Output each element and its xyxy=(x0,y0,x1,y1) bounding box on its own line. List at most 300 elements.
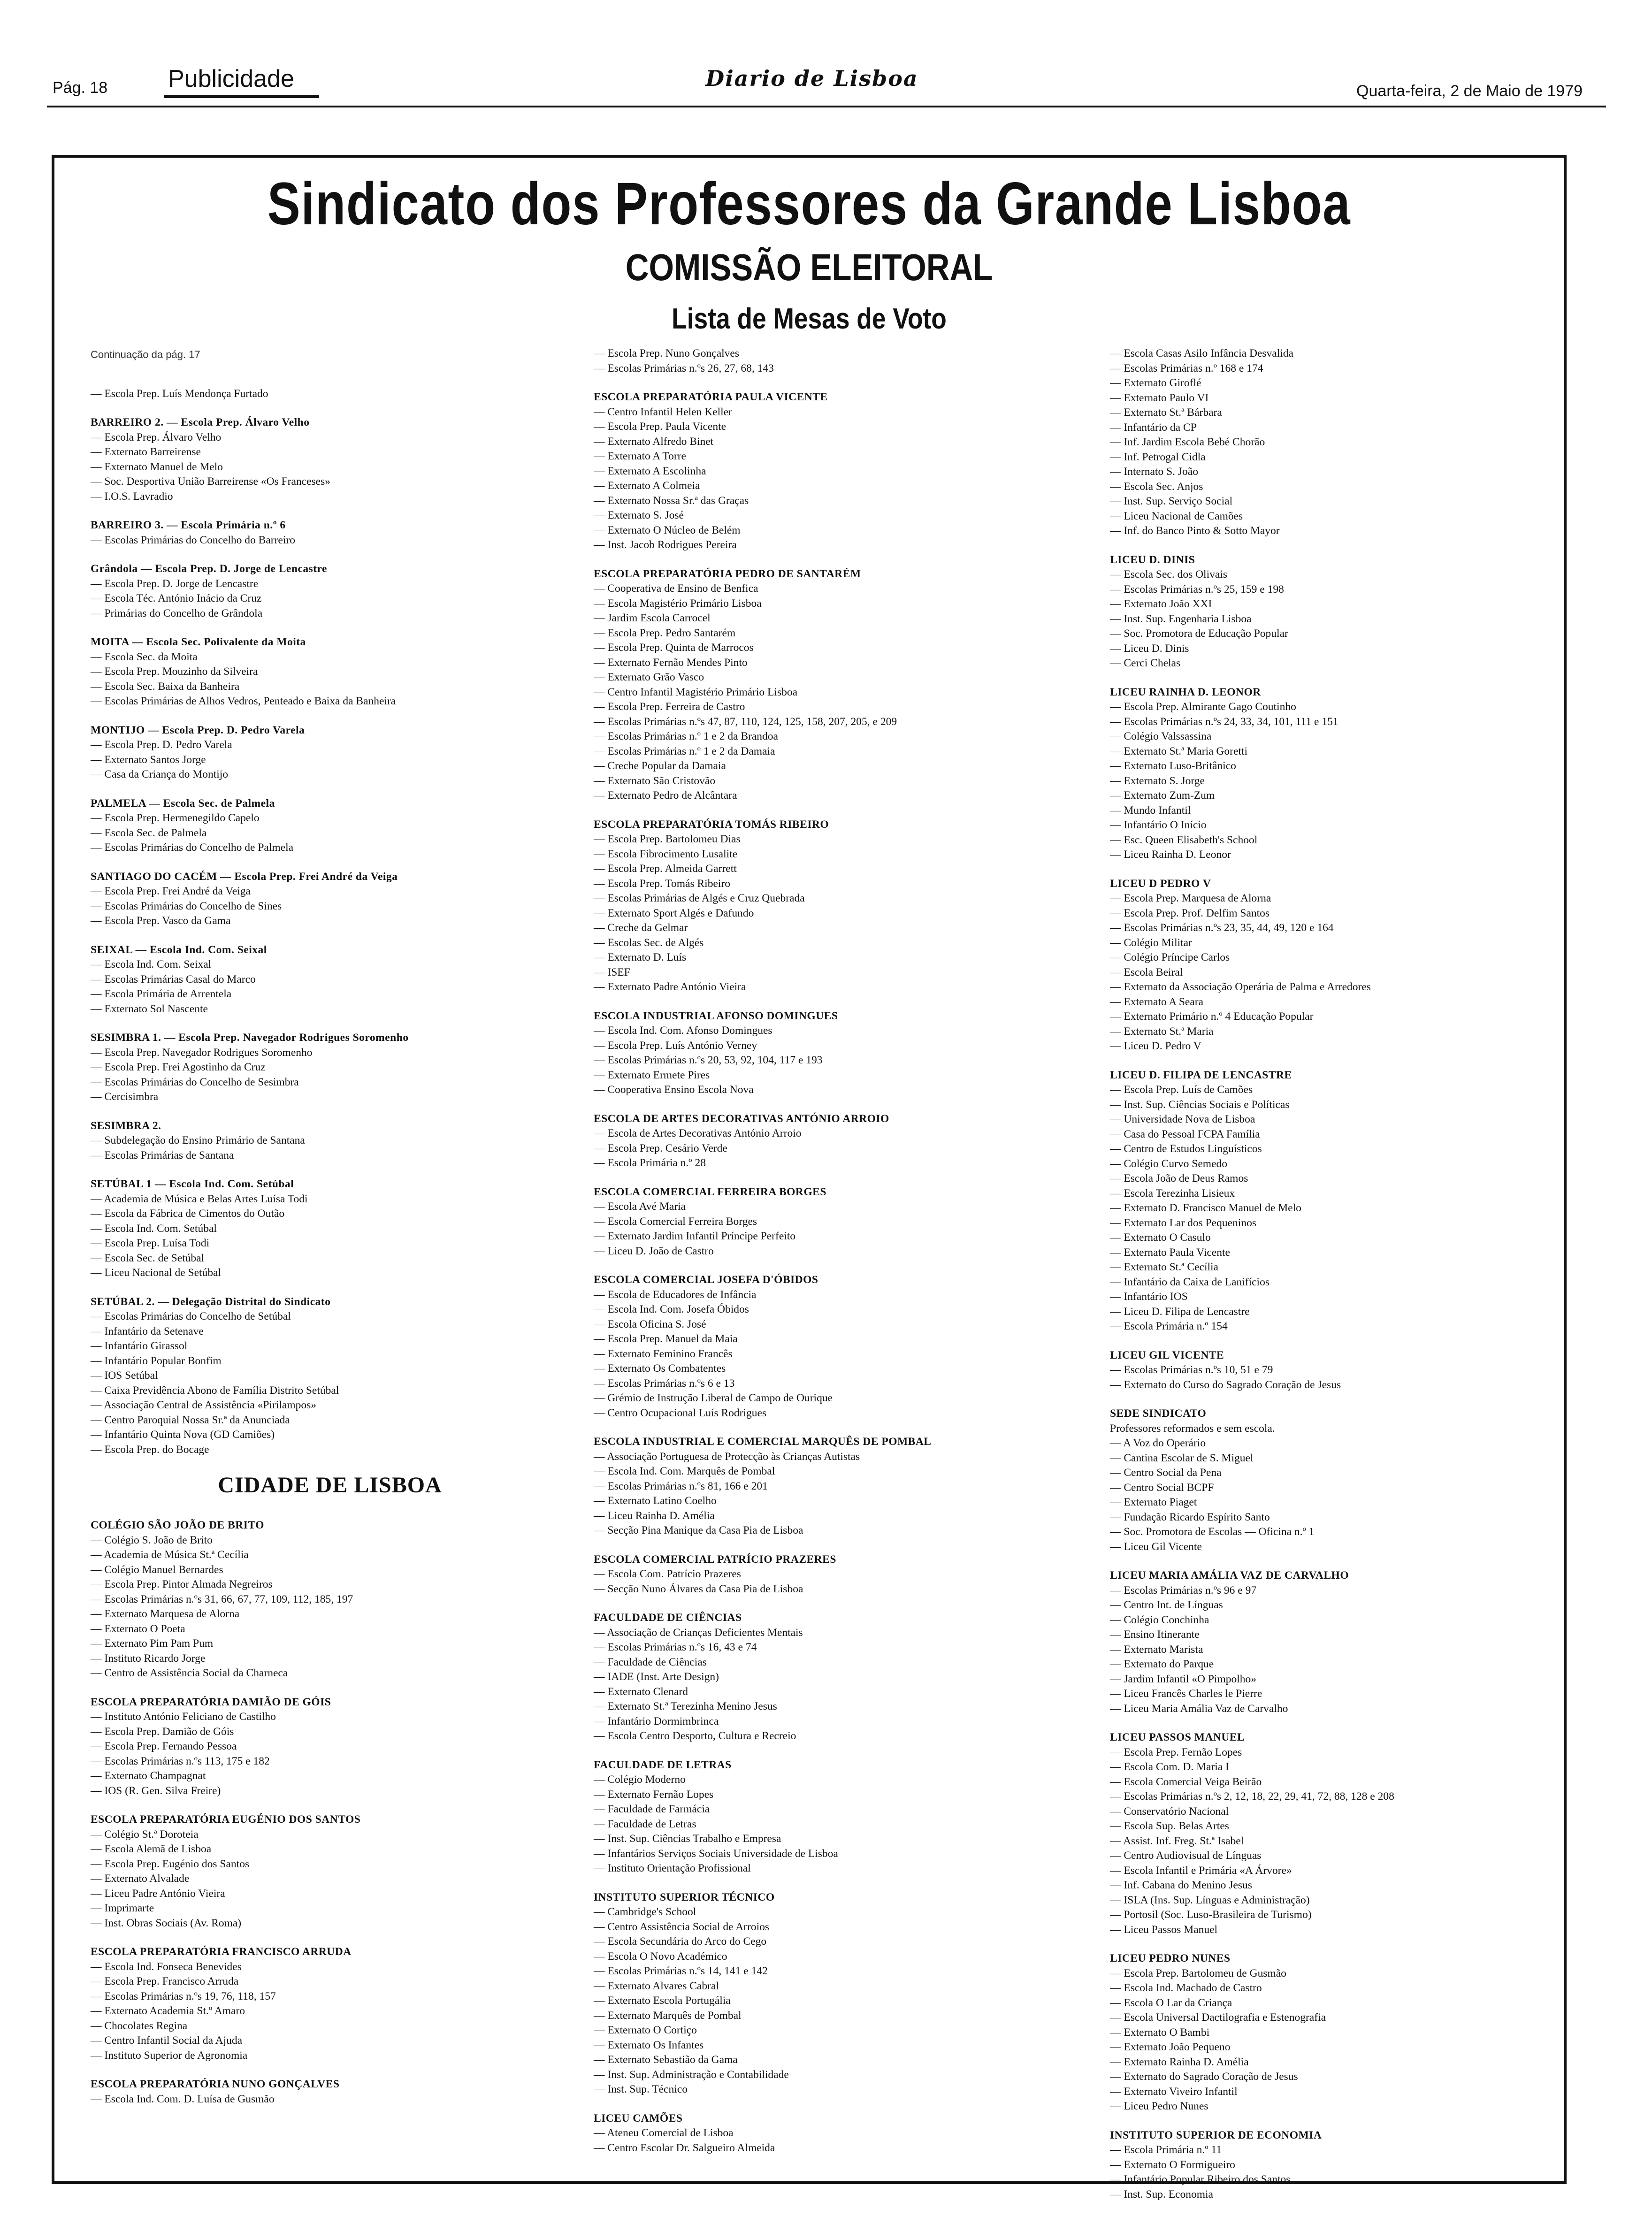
voting-group xyxy=(91,943,569,1017)
school-entry: — Escolas Primárias n.ºs 16, 43 e 74 xyxy=(594,1641,757,1653)
school-entry: — Externato Sport Algés e Dafundo xyxy=(594,907,754,919)
voting-group xyxy=(91,1177,569,1281)
school-entry: — Casa da Criança do Montijo xyxy=(91,768,229,780)
school-entry: — Escola Prep. Vasco da Gama xyxy=(91,915,231,927)
school-entry: — IOS Setúbal xyxy=(91,1369,158,1382)
group-header: SESIMBRA 1. — Escola Prep. Navegador Rodrigues Soromenho xyxy=(91,1032,409,1044)
group-header: ESCOLA PREPARATÓRIA DAMIÃO DE GÓIS xyxy=(91,1696,331,1708)
voting-group xyxy=(1110,553,1551,671)
group-header: ESCOLA PREPARATÓRIA FRANCISCO ARRUDA xyxy=(91,1946,352,1958)
group-header: ESCOLA COMERCIAL FERREIRA BORGES xyxy=(594,1185,826,1198)
school-entry: — I.O.S. Lavradio xyxy=(91,490,173,503)
school-entry: — Escolas Primárias n.ºs 31, 66, 67, 77, 109, 112, 185, 197 xyxy=(91,1593,353,1605)
school-entry: — Externato O Bambi xyxy=(1110,2026,1210,2039)
school-entry: — Centro de Assistência Social da Charneca xyxy=(91,1667,288,1679)
school-entry: — Escola Primária de Arrentela xyxy=(91,988,232,1000)
school-entry: — Escola Prep. Álvaro Velho xyxy=(91,431,222,443)
school-entry: — Liceu Maria Amália Vaz de Carvalho xyxy=(1110,1702,1288,1715)
group-header: BARREIRO 3. — Escola Primária n.º 6 xyxy=(91,519,286,531)
school-entry: — Externato Sebastião da Gama xyxy=(594,2054,738,2066)
school-entry: — Liceu D. Pedro V xyxy=(1110,1040,1201,1052)
school-entry: — Externato Lar dos Pequeninos xyxy=(1110,1216,1256,1229)
school-entry: — Caixa Previdência Abono de Família Distrito Setúbal xyxy=(91,1384,339,1397)
school-entry: — Chocolates Regina xyxy=(91,2019,188,2032)
school-entry: — Centro Social da Pena xyxy=(1110,1467,1222,1479)
voting-group xyxy=(1110,877,1551,1054)
school-entry: — Faculdade de Ciências xyxy=(594,1656,707,1668)
school-entry: — Jardim Infantil «O Pimpolho» xyxy=(1110,1673,1257,1685)
group-header: BARREIRO 2. — Escola Prep. Álvaro Velho xyxy=(91,416,310,428)
section-underline xyxy=(164,95,319,98)
school-entry: — Externato Sol Nascente xyxy=(91,1002,208,1015)
school-entry: — Escolas Primárias de Alhos Vedros, Penteado e Baixa da Banheira xyxy=(91,695,396,707)
school-entry: — Escola Prep. D. Pedro Varela xyxy=(91,739,232,751)
school-entry: — Escola Prep. Pedro Santarém xyxy=(594,627,736,639)
school-entry: — Externato do Parque xyxy=(1110,1658,1214,1670)
school-entry: — Escola Sec. de Palmela xyxy=(91,826,207,839)
school-entry: — Escola Primária n.º 11 xyxy=(1110,2144,1222,2156)
school-entry: — Externato Padre António Vieira xyxy=(594,981,746,993)
school-entry: — Externato O Cortiço xyxy=(594,2024,697,2036)
school-entry: — IOS (R. Gen. Silva Freire) xyxy=(91,1784,221,1797)
school-entry: — Centro Ocupacional Luís Rodrigues xyxy=(594,1406,767,1419)
voting-group xyxy=(594,1435,1096,1538)
school-entry: — Universidade Nova de Lisboa xyxy=(1110,1113,1255,1125)
continuation-note: Continuação da pág. 17 xyxy=(91,349,200,360)
school-entry: — Liceu D. Filipa de Lencastre xyxy=(1110,1305,1250,1318)
voting-group xyxy=(91,415,569,504)
school-entry: — Inf. Cabana do Menino Jesus xyxy=(1110,1879,1252,1891)
school-entry: — Escola Sec. Baixa da Banheira xyxy=(91,680,240,693)
school-entry: — Escola Prep. Bartolomeu Dias xyxy=(594,833,741,845)
school-entry: — Inst. Sup. Ciências Trabalho e Empresa xyxy=(594,1833,781,1845)
voting-group xyxy=(91,1945,569,2063)
school-entry: — Externato Champagnat xyxy=(91,1770,206,1782)
school-entry: — Externato O Poeta xyxy=(91,1622,185,1635)
school-entry: — Escola Ind. Com. Setúbal xyxy=(91,1222,217,1235)
masthead xyxy=(0,0,1652,145)
school-entry: — Externato Feminino Francês xyxy=(594,1347,733,1360)
school-entry: — Escola João de Deus Ramos xyxy=(1110,1172,1248,1184)
school-entry: — Centro Infantil Magistério Primário Lisboa xyxy=(594,686,798,698)
school-entry: — Externato D. Luís xyxy=(594,951,687,963)
school-entry: — Externato Alfredo Binet xyxy=(594,435,714,448)
school-entry: — Liceu D. João de Castro xyxy=(594,1245,714,1257)
school-entry: — Centro Paroquial Nossa Sr.ª da Anunciada xyxy=(91,1414,290,1426)
school-entry: — Escolas Primárias n.ºs 23, 35, 44, 49, 120 e 164 xyxy=(1110,922,1334,934)
school-entry: — Soc. Promotora de Educação Popular xyxy=(1110,627,1288,640)
city-heading: CIDADE DE LISBOA xyxy=(218,1473,442,1498)
school-entry: — Externato St.ª Maria xyxy=(1110,1025,1214,1038)
voting-group xyxy=(594,390,1096,553)
voting-group xyxy=(91,635,569,709)
school-entry: — Escola Magistério Primário Lisboa xyxy=(594,597,762,610)
school-entry: — Escolas Primárias n.ºs 47, 87, 110, 124, 125, 158, 207, 205, e 209 xyxy=(594,715,897,728)
voting-group xyxy=(1110,1068,1551,1334)
school-entry: — Centro Int. de Línguas xyxy=(1110,1599,1223,1611)
school-entry: — Infantários Serviços Sociais Universidade de Lisboa xyxy=(594,1847,838,1860)
school-entry: — Externato da Associação Operária de Palma e Arredores xyxy=(1110,981,1371,993)
voting-group xyxy=(91,1695,569,1799)
school-entry: — Infantário IOS xyxy=(1110,1291,1188,1303)
group-header: LICEU MARIA AMÁLIA VAZ DE CARVALHO xyxy=(1110,1569,1349,1582)
voting-group xyxy=(594,1552,1096,1597)
group-header: FACULDADE DE LETRAS xyxy=(594,1758,732,1771)
school-entry: — Escola Sup. Belas Artes xyxy=(1110,1820,1229,1832)
school-entry: — Escola Oficina S. José xyxy=(594,1318,706,1330)
school-entry: — Grémio de Instrução Liberal de Campo de Ourique xyxy=(594,1392,833,1404)
school-entry: — Soc. Promotora de Escolas — Oficina n.º 1 xyxy=(1110,1526,1315,1538)
school-entry: — Externato Marquesa de Alorna xyxy=(91,1608,240,1620)
school-entry: — Liceu Nacional de Camões xyxy=(1110,510,1243,522)
school-entry: — Internato S. João xyxy=(1110,466,1198,478)
school-entry: — Escola Prep. Cesário Verde xyxy=(594,1142,727,1154)
school-entry: — Colégio Militar xyxy=(1110,936,1192,949)
school-entry: — Esc. Queen Elisabeth's School xyxy=(1110,833,1258,846)
group-header: ESCOLA DE ARTES DECORATIVAS ANTÓNIO ARROIO xyxy=(594,1112,889,1125)
school-entry: — Escola Prep. Luís Mendonça Furtado xyxy=(91,387,268,400)
school-entry: — Cooperativa Ensino Escola Nova xyxy=(594,1084,754,1096)
school-entry: — Escola Com. D. Maria I xyxy=(1110,1761,1229,1773)
school-entry: — Escola Prep. Bartolomeu de Gusmão xyxy=(1110,1967,1286,1979)
school-entry: — Escola Prep. Luísa Todi xyxy=(91,1237,210,1249)
school-entry: — Escolas Primárias de Algés e Cruz Quebrada xyxy=(594,892,805,904)
school-entry: — Externato Fernão Lopes xyxy=(594,1788,714,1801)
group-header: COLÉGIO SÃO JOÃO DE BRITO xyxy=(91,1519,264,1531)
school-entry: — Primárias do Concelho de Grândola xyxy=(91,607,263,619)
column-2 xyxy=(594,346,1096,2170)
voting-group xyxy=(1110,1406,1551,1554)
school-entry: — Escola Primária n.º 154 xyxy=(1110,1320,1228,1332)
school-entry: — Externato Zum-Zum xyxy=(1110,789,1215,802)
school-entry: — Externato Escola Portugália xyxy=(594,1994,731,2007)
school-entry: — Escola Sec. de Setúbal xyxy=(91,1252,205,1264)
school-entry: — Externato A Escolinha xyxy=(594,465,706,477)
school-entry: — Externato Luso-Britânico xyxy=(1110,760,1236,772)
column-3 xyxy=(1110,346,1551,2216)
school-entry: — Cerci Chelas xyxy=(1110,657,1181,669)
school-entry: — Colégio S. João de Brito xyxy=(91,1534,213,1546)
school-entry: — Escola Prep. Pintor Almada Negreiros xyxy=(91,1578,273,1590)
school-entry: — Externato João XXI xyxy=(1110,598,1212,610)
school-entry: — Liceu Rainha D. Amélia xyxy=(594,1509,715,1522)
school-entry: — Externato Academia St.º Amaro xyxy=(91,2005,245,2017)
school-entry: — Escolas Primárias do Concelho de Sesimbra xyxy=(91,1076,299,1088)
group-header: ESCOLA INDUSTRIAL AFONSO DOMINGUES xyxy=(594,1009,838,1022)
group-header: ESCOLA PREPARATÓRIA NUNO GONÇALVES xyxy=(91,2078,340,2090)
voting-group xyxy=(91,796,569,856)
school-entry: — Escola Comercial Veiga Beirão xyxy=(1110,1775,1262,1788)
school-entry: — Escolas Sec. de Algés xyxy=(594,936,704,949)
newspaper-name: Diario de Lisboa xyxy=(705,66,918,91)
voting-group xyxy=(1110,346,1551,539)
school-entry: — Imprimarte xyxy=(91,1902,154,1914)
school-entry: — Escolas Primárias n.ºs 81, 166 e 201 xyxy=(594,1480,768,1492)
school-entry: — Externato Marista xyxy=(1110,1643,1203,1656)
voting-group xyxy=(594,1611,1096,1744)
school-entry: — Escola de Artes Decorativas António Arroio xyxy=(594,1127,802,1139)
voting-group xyxy=(1110,1348,1551,1393)
commission-title: COMISSÃO ELEITORAL xyxy=(625,246,993,288)
school-entry: — Externato Viveiro Infantil xyxy=(1110,2085,1238,2098)
school-entry: — Cambridge's School xyxy=(594,1906,696,1918)
school-entry: — Liceu Nacional de Setúbal xyxy=(91,1267,221,1279)
group-header: LICEU D. DINIS xyxy=(1110,553,1195,566)
school-entry: — Escola Prep. Tomás Ribeiro xyxy=(594,877,730,890)
school-entry: — Escola Prep. Damião de Góis xyxy=(91,1725,234,1738)
school-entry: — Externato St.ª Maria Goretti xyxy=(1110,745,1247,757)
group-header: LICEU RAINHA D. LEONOR xyxy=(1110,686,1261,698)
school-entry: — Creche da Gelmar xyxy=(594,922,688,934)
school-entry: — Escolas Primárias n.ºs 96 e 97 xyxy=(1110,1584,1257,1597)
group-note: Professores reformados e sem escola. xyxy=(1110,1422,1275,1435)
school-entry: — Associação Portuguesa de Protecção às Crianças Autistas xyxy=(594,1450,860,1463)
voting-group xyxy=(594,567,1096,803)
school-entry: — Escola Com. Patrício Prazeres xyxy=(594,1568,741,1580)
school-entry: — Faculdade de Farmácia xyxy=(594,1803,710,1815)
school-entry: — Centro Infantil Social da Ajuda xyxy=(91,2034,243,2047)
school-entry: — Escola Sec. da Moita xyxy=(91,650,198,663)
school-entry: — Escolas Primárias do Concelho do Barreiro xyxy=(91,534,295,546)
school-entry: — Escola Prep. Quinta de Marrocos xyxy=(594,642,754,654)
school-entry: — Escola Ind. Fonseca Benevides xyxy=(91,1960,242,1973)
school-entry: — Escola Ind. Com. Josefa Óbidos xyxy=(594,1303,749,1315)
school-entry: — Escola Prep. Nuno Gonçalves xyxy=(594,347,739,359)
school-entry: — Jardim Escola Carrocel xyxy=(594,612,711,624)
school-entry: — Cooperativa de Ensino de Benfica xyxy=(594,582,758,595)
school-entry: — Escola Sec. Anjos xyxy=(1110,480,1203,493)
school-entry: — Escola Prep. Eugénio dos Santos xyxy=(91,1857,250,1870)
voting-group xyxy=(594,1185,1096,1259)
group-header: LICEU CAMÕES xyxy=(594,2112,683,2124)
group-header: SETÚBAL 2. — Delegação Distrital do Sindicato xyxy=(91,1295,331,1308)
page-number: Pág. 18 xyxy=(53,79,108,97)
school-entry: — Inst. Sup. Economia xyxy=(1110,2188,1213,2201)
school-entry: — Colégio Conchinha xyxy=(1110,1613,1209,1626)
school-entry: — Externato Paulo VI xyxy=(1110,391,1209,404)
school-entry: — Liceu Padre António Vieira xyxy=(91,1887,225,1900)
school-entry: — Infantário Quinta Nova (GD Camiões) xyxy=(91,1429,275,1441)
school-entry: — Liceu Rainha D. Leonor xyxy=(1110,848,1231,861)
school-entry: — Externato A Torre xyxy=(594,450,686,462)
school-entry: — Escolas Primárias n.º 1 e 2 da Brandoa xyxy=(594,730,778,742)
school-entry: — Escolas Primárias do Concelho de Palmela xyxy=(91,841,294,854)
school-entry: — Inst. Jacob Rodrigues Pereira xyxy=(594,539,737,551)
voting-group xyxy=(594,1009,1096,1098)
school-entry: — Escola Prep. Frei Agostinho da Cruz xyxy=(91,1061,266,1073)
voting-group xyxy=(594,1112,1096,1171)
voting-group xyxy=(91,562,569,621)
voting-group xyxy=(1110,685,1551,863)
voting-group xyxy=(91,1812,569,1931)
school-entry: — Escola Secundária do Arco do Cego xyxy=(594,1935,767,1948)
group-header: ESCOLA COMERCIAL PATRÍCIO PRAZERES xyxy=(594,1553,836,1566)
masthead-rule xyxy=(47,106,1606,107)
group-header: MOITA — Escola Sec. Polivalente da Moita xyxy=(91,636,306,648)
school-entry: — Escola Beiral xyxy=(1110,966,1183,978)
page-title: Sindicato dos Professores da Grande Lisboa xyxy=(267,170,1351,237)
school-entry: — Colégio Príncipe Carlos xyxy=(1110,951,1230,963)
school-entry: — Externato St.ª Terezinha Menino Jesus xyxy=(594,1700,777,1712)
voting-group xyxy=(1110,2128,1551,2202)
school-entry: — Associação Central de Assistência «Pirilampos» xyxy=(91,1399,317,1411)
school-entry: — Externato D. Francisco Manuel de Melo xyxy=(1110,1202,1301,1214)
school-entry: — Escolas Primárias n.ºs 26, 27, 68, 143 xyxy=(594,362,774,374)
group-header: ESCOLA PREPARATÓRIA PAULA VICENTE xyxy=(594,391,828,403)
school-entry: — Centro de Estudos Linguísticos xyxy=(1110,1143,1262,1155)
school-entry: — Escolas Primárias n.ºs 10, 51 e 79 xyxy=(1110,1364,1273,1376)
school-entry: — Escola O Novo Académico xyxy=(594,1950,727,1963)
school-entry: — Escola Prep. Almirante Gago Coutinho xyxy=(1110,701,1296,713)
section-label: Publicidade xyxy=(168,65,294,92)
school-entry: — Escola Infantil e Primária «A Árvore» xyxy=(1110,1864,1292,1877)
school-entry: — Inf. do Banco Pinto & Sotto Mayor xyxy=(1110,525,1280,537)
group-header: LICEU D. FILIPA DE LENCASTRE xyxy=(1110,1069,1292,1081)
school-entry: — Portosil (Soc. Luso-Brasileira de Turismo) xyxy=(1110,1909,1312,1921)
school-entry: — Escola Prep. Prof. Delfim Santos xyxy=(1110,907,1270,919)
school-entry: — Infantário Popular Bonfim xyxy=(91,1354,222,1367)
school-entry: — Escola Prep. Frei André da Veiga xyxy=(91,885,251,897)
school-entry: — Escola Prep. Almeida Garrett xyxy=(594,863,737,875)
group-header: SEIXAL — Escola Ind. Com. Seixal xyxy=(91,943,267,956)
school-entry: — Externato Grão Vasco xyxy=(594,671,704,683)
school-entry: — Escola Prep. Navegador Rodrigues Soromenho xyxy=(91,1046,313,1059)
school-entry: — ISEF xyxy=(594,966,630,978)
group-header: INSTITUTO SUPERIOR TÉCNICO xyxy=(594,1891,775,1903)
school-entry: — Externato Jardim Infantil Príncipe Perfeito xyxy=(594,1230,796,1242)
school-entry: — Infantário Girassol xyxy=(91,1340,188,1352)
school-entry: — Escola Ind. Com. Seixal xyxy=(91,958,212,970)
school-entry: — Externato St.ª Bárbara xyxy=(1110,406,1222,419)
group-header: LICEU PEDRO NUNES xyxy=(1110,1952,1231,1964)
school-entry: — Escolas Primárias n.ºs 14, 141 e 142 xyxy=(594,1965,768,1977)
school-entry: — Externato A Colmeia xyxy=(594,480,700,492)
voting-group xyxy=(91,1518,569,1681)
group-header: SESIMBRA 2. xyxy=(91,1119,161,1132)
school-entry: — Escola Avé Maria xyxy=(594,1200,686,1213)
school-entry: — Externato Ermete Pires xyxy=(594,1069,710,1081)
school-entry: — Centro Audiovisual de Línguas xyxy=(1110,1849,1262,1862)
school-entry: — Escolas Primárias n.ºs 2, 12, 18, 22, 29, 41, 72, 88, 128 e 208 xyxy=(1110,1790,1394,1803)
school-entry: — Creche Popular da Damaia xyxy=(594,760,726,772)
school-entry: — Externato O Casulo xyxy=(1110,1231,1211,1244)
school-entry: — Escola Terezinha Lisieux xyxy=(1110,1187,1235,1200)
school-entry: — Escolas Primárias n.ºs 113, 175 e 182 xyxy=(91,1755,270,1767)
school-entry: — Escola Prep. Fernando Pessoa xyxy=(91,1740,237,1752)
group-header: ESCOLA PREPARATÓRIA EUGÉNIO DOS SANTOS xyxy=(91,1813,361,1826)
school-entry: — Ensino Itinerante xyxy=(1110,1628,1200,1641)
school-entry: — Infantário da Setenave xyxy=(91,1325,204,1337)
school-entry: — Instituto Ricardo Jorge xyxy=(91,1652,206,1665)
school-entry: — Escola de Educadores de Infância xyxy=(594,1288,757,1301)
advertisement-heading xyxy=(52,169,1567,338)
voting-group xyxy=(91,2077,569,2107)
group-header: LICEU PASSOS MANUEL xyxy=(1110,1731,1245,1743)
group-header: PALMELA — Escola Sec. de Palmela xyxy=(91,797,275,810)
school-entry: — Externato Primário n.º 4 Educação Popular xyxy=(1110,1010,1314,1023)
school-entry: — Externato Paula Vicente xyxy=(1110,1246,1230,1259)
voting-group xyxy=(91,723,569,782)
school-entry: — Externato St.ª Cecília xyxy=(1110,1261,1218,1273)
school-entry: — Externato Marquês de Pombal xyxy=(594,2009,742,2022)
school-entry: — Inst. Sup. Serviço Social xyxy=(1110,495,1233,507)
school-entry: — Externato João Pequeno xyxy=(1110,2041,1231,2053)
school-entry: — Escola O Lar da Criança xyxy=(1110,1996,1232,2009)
school-entry: — Escola Prep. Luís de Camões xyxy=(1110,1084,1253,1096)
school-entry: — Escola Casas Asilo Infância Desvalida xyxy=(1110,347,1293,359)
school-entry: — Escolas Primárias do Concelho de Sines xyxy=(91,900,282,912)
group-header: INSTITUTO SUPERIOR DE ECONOMIA xyxy=(1110,2129,1322,2141)
school-entry: — Escolas Primárias n.ºs 25, 159 e 198 xyxy=(1110,583,1284,596)
voting-group xyxy=(91,1031,569,1105)
group-header: Grândola — Escola Prep. D. Jorge de Lencastre xyxy=(91,563,327,575)
school-entry: — Externato Piaget xyxy=(1110,1496,1197,1508)
school-entry: — Infantário da CP xyxy=(1110,421,1197,434)
group-header: SEDE SINDICATO xyxy=(1110,1407,1207,1420)
school-entry: — Escolas Primárias n.ºs 24, 33, 34, 101, 111 e 151 xyxy=(1110,715,1338,728)
school-entry: — Infantário Dormimbrinca xyxy=(594,1715,719,1727)
school-entry: — Externato Pim Pam Pum xyxy=(91,1637,214,1650)
group-header: SETÚBAL 1 — Escola Ind. Com. Setúbal xyxy=(91,1178,294,1190)
school-entry: — Centro Escolar Dr. Salgueiro Almeida xyxy=(594,2141,775,2154)
school-entry: — Casa do Pessoal FCPA Família xyxy=(1110,1128,1260,1140)
voting-group xyxy=(91,1119,569,1163)
school-entry: — Externato S. Jorge xyxy=(1110,774,1205,787)
school-entry: — Liceu Pedro Nunes xyxy=(1110,2100,1208,2112)
school-entry: — Colégio St.ª Doroteia xyxy=(91,1828,199,1841)
school-entry: — Escola Prep. Mouzinho da Silveira xyxy=(91,665,258,678)
group-header: ESCOLA PREPARATÓRIA TOMÁS RIBEIRO xyxy=(594,818,829,831)
school-entry: — Escola Ind. Com. Marquês de Pombal xyxy=(594,1465,775,1477)
school-entry: — Centro Assistência Social de Arroios xyxy=(594,1920,769,1933)
school-entry: — Externato Santos Jorge xyxy=(91,753,206,766)
voting-group xyxy=(1110,1730,1551,1937)
school-entry: — Externato A Seara xyxy=(1110,995,1204,1008)
school-entry: — Escola Prep. Paula Vicente xyxy=(594,420,727,433)
voting-group xyxy=(594,1890,1096,2097)
school-entry: — Externato Rainha D. Amélia xyxy=(1110,2056,1249,2068)
school-entry: — Escola Prep. Ferreira de Castro xyxy=(594,701,745,713)
group-header: ESCOLA PREPARATÓRIA PEDRO DE SANTARÉM xyxy=(594,567,861,580)
school-entry: — Inst. Sup. Técnico xyxy=(594,2083,688,2095)
school-entry: — Instituto Orientação Profissional xyxy=(594,1862,751,1874)
school-entry: — Academia de Música e Belas Artes Luísa Todi xyxy=(91,1192,308,1205)
school-entry: — Escola Ind. Machado de Castro xyxy=(1110,1982,1262,1994)
school-entry: — Externato Os Infantes xyxy=(594,2039,704,2051)
school-entry: — Inst. Sup. Ciências Sociais e Políticas xyxy=(1110,1098,1290,1111)
school-entry: — Conservatório Nacional xyxy=(1110,1805,1229,1818)
school-entry: — A Voz do Operário xyxy=(1110,1437,1206,1449)
school-entry: — Associação de Crianças Deficientes Mentais xyxy=(594,1626,803,1639)
voting-group xyxy=(594,1758,1096,1876)
school-entry: — Escola Universal Dactilografia e Estenografia xyxy=(1110,2011,1326,2024)
list-title: Lista de Mesas de Voto xyxy=(672,303,947,335)
school-entry: — Externato Pedro de Alcântara xyxy=(594,789,737,802)
voting-group xyxy=(594,1273,1096,1421)
school-entry: — Externato Manuel de Melo xyxy=(91,460,223,473)
school-entry: — Externato Latino Coelho xyxy=(594,1495,717,1507)
school-entry: — Cercisimbra xyxy=(91,1091,159,1103)
school-entry: — Escolas Primárias n.º 1 e 2 da Damaia xyxy=(594,745,775,757)
school-entry: — Escolas Primárias n.ºs 19, 76, 118, 157 xyxy=(91,1990,276,2002)
school-entry: — Inf. Petrogal Cidla xyxy=(1110,451,1206,463)
school-entry: — Externato S. José xyxy=(594,509,684,521)
school-entry: — Externato Clenard xyxy=(594,1685,688,1698)
voting-group xyxy=(1110,1951,1551,2114)
school-entry: — Infantário O Início xyxy=(1110,819,1207,831)
school-entry: — Externato do Sagrado Coração de Jesus xyxy=(1110,2071,1298,2083)
school-entry: — Liceu D. Dinis xyxy=(1110,642,1189,655)
